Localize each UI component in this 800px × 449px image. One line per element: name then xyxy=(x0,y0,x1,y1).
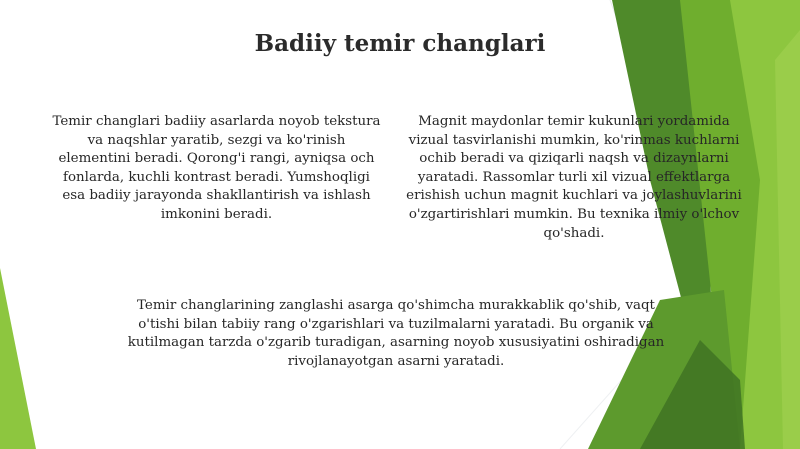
paragraph-right: Magnit maydonlar temir kukunlari yordamida vizual tasvirlanishi mumkin, ko'rinmas kuchlarni ochib beradi va qiziqarli naqsh va dizaynlarni yaratadi. Rassomlar turli xil vizual effektlarga erishish uchun magnit kuchlari va joylashuvlarini o'zgartirishlari mumkin. Bu texnika ilmiy o'lchov qo'shadi. xyxy=(406,114,742,241)
slide-title: Badiiy temir changlari xyxy=(254,30,546,57)
paragraph-left: Temir changlari badiiy asarlarda noyob tekstura va naqshlar yaratib, sezgi va ko'rinish elementini beradi. Qorong'i rangi, ayniqsa och fonlarda, kuchli kontrast beradi. Yumshoqligi esa badiiy jarayonda shakllantirish va ishlash imkonini beradi. xyxy=(52,114,381,222)
paragraph-bottom: Temir changlarining zanglashi asarga qo'shimcha murakkablik qo'shib, vaqt o'tishi bilan tabiiy rang o'zgarishlari va tuzilmalarni yaratadi. Bu organik va kutilmagan tarzda o'zgarib turadigan, asarning noyob xususiyatini oshiradigan rivojlanayotgan asarni yaratadi. xyxy=(127,298,665,369)
left-green-triangle xyxy=(0,268,36,449)
